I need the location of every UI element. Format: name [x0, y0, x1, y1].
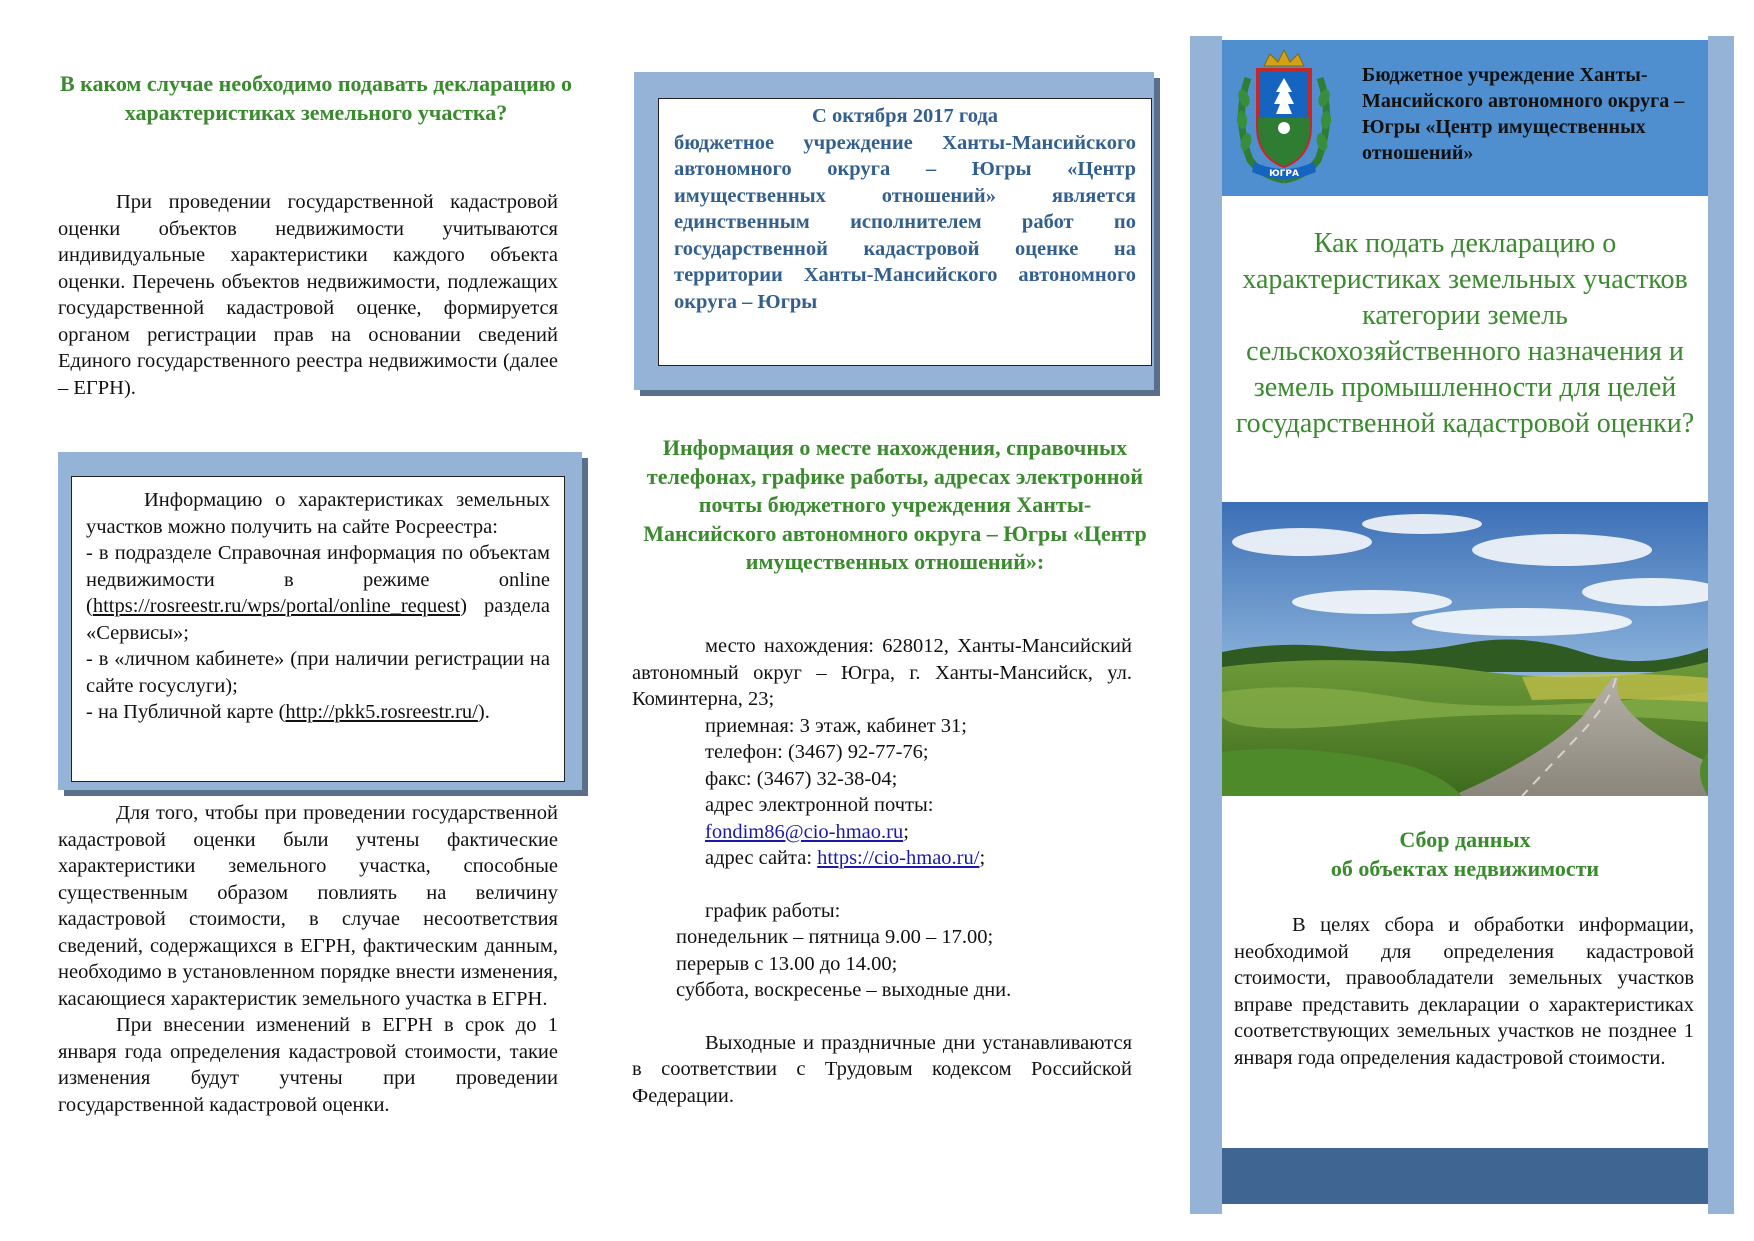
left-panel-lower-text [58, 800, 558, 1118]
october-2017-box-inner [658, 98, 1152, 366]
october-2017-box [634, 72, 1154, 390]
rosreestr-info-item-map-text: - на Публичной карте ( [86, 701, 286, 723]
email-link[interactable]: fondim86@cio-hmao.ru [705, 820, 904, 843]
contacts-title: Информация о месте нахождения, справочных телефонах, графике работы, адресах электронной почты бюджетного учреждения Ханты-Мансийского автономного округа – Югры «Центр имущественных отношений»: [643, 435, 1147, 574]
site-link[interactable]: https://cio-hmao.ru/ [817, 847, 980, 869]
data-collection-title-line2: об объектах недвижимости [1330, 855, 1600, 881]
left-panel-paragraph-1: При проведении государственной кадастровой оценки объектов недвижимости учитываются индивидуальные характеристики каждого объекта оценки. Перечень объектов недвижимости, подлежащих государственной кадастровой оценке, формируется органом регистрации прав на основании сведений Единого государственного реестра недвижимости (далее – ЕГРН). [58, 191, 558, 399]
phone-text: телефон: (3467) 92-77-76; [705, 741, 929, 763]
email-line [632, 819, 1132, 846]
contacts-block [632, 633, 1132, 1109]
cover-panel-inner [1222, 36, 1708, 1214]
site-line [632, 845, 1132, 872]
fax-text: факс: (3467) 32-38-04; [705, 767, 898, 790]
public-cadastral-map-link[interactable]: http://pkk5.rosreestr.ru/ [285, 701, 478, 723]
rosreestr-info-item-online-tail: ) раздела «Сервисы»; [86, 595, 550, 644]
rosreestr-info-item-map-tail: ). [477, 701, 490, 723]
schedule-break: перерыв с 13.00 до 14.00; [676, 952, 898, 975]
october-2017-heading: С октября 2017 года [812, 105, 998, 127]
data-collection-title-line1: Сбор данных [1399, 827, 1531, 852]
rosreestr-info-item-map [86, 699, 550, 726]
schedule-weekdays: понедельник – пятница 9.00 – 17.00; [676, 926, 994, 948]
site-label: адрес сайта: [705, 847, 813, 869]
yugra-coat-of-arms-icon [1232, 48, 1336, 188]
october-2017-text: бюджетное учреждение Ханты-Мансийского автономного округа – Югры «Центр имущественных отношений» является единственным исполнителем работ по государственной кадастровой оценке на территории Ханты-Мансийского автономного округа – Югры [674, 131, 1136, 313]
cover-footer-bar [1222, 1148, 1708, 1204]
rosreestr-info-box [58, 452, 582, 790]
email-label: адрес электронной почты: [705, 794, 934, 816]
countryside-road-photo [1222, 502, 1708, 796]
organization-name: Бюджетное учреждение Ханты-Мансийского автономного округа – Югры «Центр имущественных отношений» [1362, 64, 1685, 164]
rosreestr-online-request-link[interactable]: https://rosreestr.ru/wps/portal/online_request [92, 595, 461, 617]
cover-main-title: Как подать декларацию о характеристиках земельных участков категории земель сельскохозяйственного назначения и земель промышленности для целей государственной кадастровой оценки? [1235, 228, 1695, 439]
cover-header [1222, 40, 1708, 196]
spacer [632, 872, 1132, 898]
data-collection-text: В целях сбора и обработки информации, необходимой для определения кадастровой стоимости, правообладатели земельных участков вправе представить декларации о характеристиках соответствующих земельных участков не позднее 1 января года определения кадастровой стоимости. [1234, 914, 1694, 1069]
left-panel-paragraph-2: Для того, чтобы при проведении государственной кадастровой оценки были учтены фактические характеристики земельного участка, способные существенным образом повлиять на величину кадастровой стоимости, в случае несоответствия сведений, содержащихся в ЕГРН, фактическим данным, необходимо в установленном порядке внести изменения, касающиеся характеристик земельного участка в ЕГРН. [58, 802, 558, 1010]
location-text: место нахождения: 628012, Ханты-Мансийский автономный округ – Югра, г. Ханты-Мансийск, ул. Коминтерна, 23; [632, 635, 1132, 710]
spacer [632, 1004, 1132, 1030]
rosreestr-info-box-inner [71, 476, 565, 782]
email-after: ; [903, 820, 909, 843]
emblem-ribbon-text: ЮГРА [1269, 169, 1299, 179]
rosreestr-info-item-online [86, 540, 550, 646]
rosreestr-info-intro: Информацию о характеристиках земельных участков можно получить на сайте Росреестра: [86, 489, 550, 538]
rosreestr-info-item-online-text: - в подразделе Справочная информация по объектам недвижимости в режиме online ( [86, 542, 550, 617]
reception-text: приемная: 3 этаж, кабинет 31; [705, 714, 967, 737]
rosreestr-info-item-cabinet: - в «личном кабинете» (при наличии регистрации на сайте госуслуги); [86, 648, 550, 697]
schedule-weekend: суббота, воскресенье – выходные дни. [676, 979, 1012, 1001]
cover-panel [1190, 36, 1734, 1214]
site-after: ; [979, 847, 986, 869]
data-collection-title [1222, 826, 1708, 883]
schedule-label: график работы: [705, 899, 841, 922]
holidays-text: Выходные и праздничные дни устанавливаются в соответствии с Трудовым кодексом Российской Федерации. [632, 1031, 1132, 1107]
left-panel-title: В каком случае необходимо подавать декларацию о характеристиках земельного участка? [59, 71, 573, 125]
left-panel-paragraph-3: При внесении изменений в ЕГРН в срок до 1 января года определения кадастровой стоимости, такие изменения будут учтены при проведении государственной кадастровой оценки. [58, 1014, 558, 1116]
